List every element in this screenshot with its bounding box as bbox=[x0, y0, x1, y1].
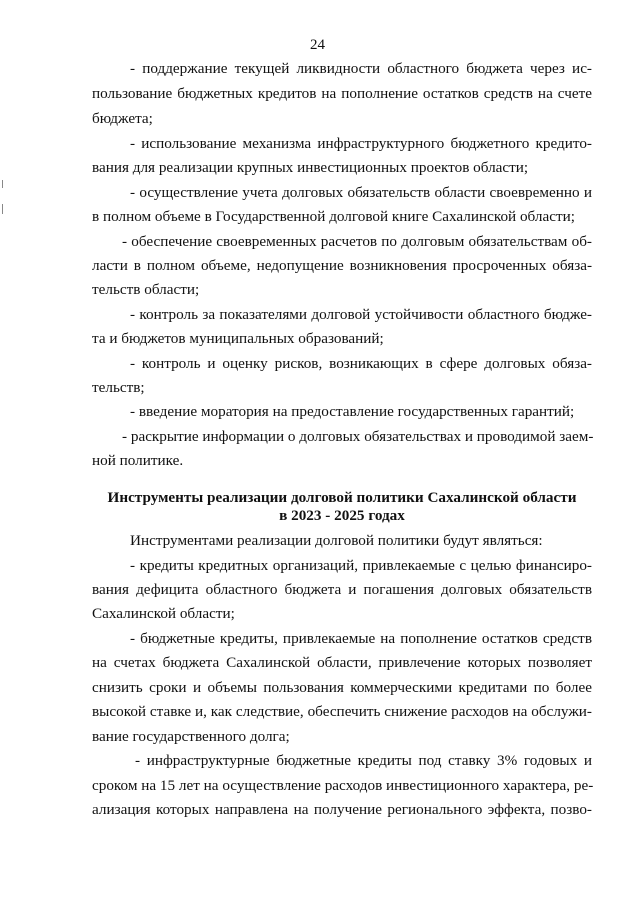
paragraph-line: тельств; bbox=[92, 379, 145, 396]
paragraph-line: - обеспечение своевременных расчетов по долговым обязательствам об- bbox=[122, 233, 592, 250]
section-heading: Инструменты реализации долговой политики Сахалинской области bbox=[107, 489, 577, 506]
paragraph-line: в полном объеме в Государственной долговой книге Сахалинской области; bbox=[92, 208, 575, 225]
paragraph-line: - контроль и оценку рисков, возникающих в сфере долговых обяза- bbox=[130, 355, 592, 372]
scan-margin-mark bbox=[2, 204, 3, 214]
paragraph-line: - бюджетные кредиты, привлекаемые на пополнение остатков средств bbox=[130, 630, 592, 647]
paragraph-line: ласти в полном объеме, недопущение возникновения просроченных обяза- bbox=[92, 257, 592, 274]
paragraph-line: - кредиты кредитных организаций, привлекаемые с целью финансиро- bbox=[130, 557, 592, 574]
paragraph-line: вания дефицита областного бюджета и погашения долговых обязательств bbox=[92, 581, 592, 598]
paragraph-line: высокой ставке и, как следствие, обеспечить снижение расходов на обслужи- bbox=[92, 703, 592, 720]
paragraph-line: ной политике. bbox=[92, 452, 184, 469]
paragraph-line: на счетах бюджета Сахалинской области, привлечение которых позволяет bbox=[92, 654, 592, 671]
paragraph-line: тельств области; bbox=[92, 281, 200, 298]
section-heading: в 2023 - 2025 годах bbox=[279, 507, 405, 524]
paragraph-line: - введение моратория на предоставление государственных гарантий; bbox=[130, 403, 575, 420]
paragraph-line: - инфраструктурные бюджетные кредиты под ставку 3% годовых и bbox=[135, 752, 592, 769]
paragraph-line: - раскрытие информации о долговых обязательствах и проводимой заем- bbox=[122, 428, 594, 445]
scan-margin-mark bbox=[2, 180, 3, 188]
paragraph-line: ализация которых направлена на получение регионального эффекта, позво- bbox=[92, 801, 592, 818]
paragraph-line: Сахалинской области; bbox=[92, 605, 235, 622]
paragraph-line: - осуществление учета долговых обязательств области своевременно и bbox=[130, 184, 592, 201]
paragraph-line: вание государственного долга; bbox=[92, 728, 290, 745]
paragraph-line: - использование механизма инфраструктурного бюджетного кредито- bbox=[130, 135, 592, 152]
paragraph-line: - поддержание текущей ликвидности областного бюджета через ис- bbox=[130, 60, 592, 77]
paragraph-line: - контроль за показателями долговой устойчивости областного бюдже- bbox=[130, 306, 592, 323]
paragraph-line: снизить сроки и объемы пользования коммерческими кредитами по более bbox=[92, 679, 592, 696]
paragraph-line: сроком на 15 лет на осуществление расходов инвестиционного характера, ре- bbox=[92, 777, 594, 794]
paragraph-line: вания для реализации крупных инвестиционных проектов области; bbox=[92, 159, 529, 176]
paragraph-line: пользование бюджетных кредитов на пополнение остатков средств на счете bbox=[92, 85, 592, 102]
page-number: 24 bbox=[310, 37, 325, 53]
paragraph-line: Инструментами реализации долговой политики будут являться: bbox=[130, 532, 543, 549]
paragraph-line: бюджета; bbox=[92, 110, 153, 127]
paragraph-line: та и бюджетов муниципальных образований; bbox=[92, 330, 384, 347]
